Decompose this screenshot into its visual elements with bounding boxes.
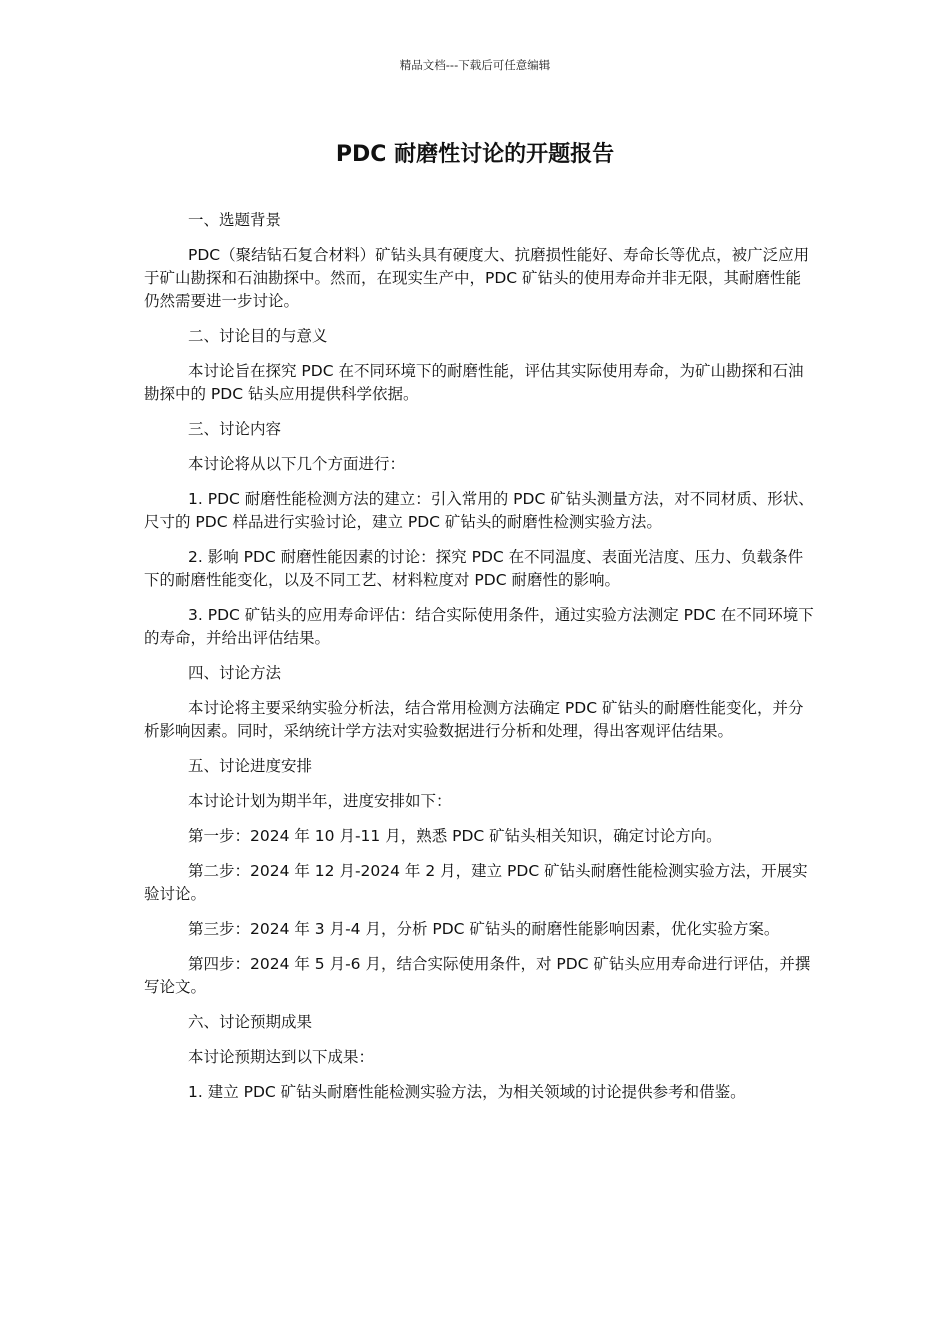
schedule-step-1: 第一步：2024 年 10 月-11 月，熟悉 PDC 矿钻头相关知识，确定讨论方向。	[188, 827, 722, 845]
schedule-step-3: 第三步：2024 年 3 月-4 月，分析 PDC 矿钻头的耐磨性能影响因素，优化实验方案。	[188, 920, 780, 938]
schedule-step-2: 第二步：2024 年 12 月-2024 年 2 月，建立 PDC 矿钻头耐磨性能检测实验方法，开展实验讨论。	[144, 862, 808, 903]
document-title: PDC 耐磨性讨论的开题报告	[335, 142, 615, 167]
document-body	[144, 209, 816, 1116]
paragraph-method: 本讨论将主要采纳实验分析法，结合常用检测方法确定 PDC 矿钻头的耐磨性能变化，并分析影响因素。同时，采纳统计学方法对实验数据进行分析和处理，得出客观评估结果。	[144, 699, 804, 740]
paragraph-purpose: 本讨论旨在探究 PDC 在不同环境下的耐磨性能，评估其实际使用寿命，为矿山勘探和石油勘探中的 PDC 钻头应用提供科学依据。	[144, 362, 804, 403]
section-heading-background: 一、选题背景	[188, 211, 282, 229]
paragraph-background: PDC（聚结钻石复合材料）矿钻头具有硬度大、抗磨损性能好、寿命长等优点，被广泛应用于矿山勘探和石油勘探中。然而，在现实生产中，PDC 矿钻头的使用寿命并非无限，其耐磨性能仍然需要进一步讨论。	[144, 246, 810, 310]
paragraph-outcomes-intro: 本讨论预期达到以下成果：	[188, 1048, 375, 1066]
outcome-item-1: 1. 建立 PDC 矿钻头耐磨性能检测实验方法，为相关领域的讨论提供参考和借鉴。	[188, 1083, 746, 1101]
section-heading-purpose: 二、讨论目的与意义	[188, 327, 328, 345]
section-heading-schedule: 五、讨论进度安排	[188, 757, 313, 775]
paragraph-content-intro: 本讨论将从以下几个方面进行：	[188, 455, 406, 473]
content-item-3: 3. PDC 矿钻头的应用寿命评估：结合实际使用条件，通过实验方法测定 PDC 在不同环境下的寿命，并给出评估结果。	[144, 606, 814, 647]
content-item-1: 1. PDC 耐磨性能检测方法的建立：引入常用的 PDC 矿钻头测量方法，对不同材质、形状、尺寸的 PDC 样品进行实验讨论，建立 PDC 矿钻头的耐磨性检测实验方法。	[144, 490, 814, 531]
schedule-step-4: 第四步：2024 年 5 月-6 月，结合实际使用条件，对 PDC 矿钻头应用寿命进行评估，并撰写论文。	[144, 955, 811, 996]
content-item-2: 2. 影响 PDC 耐磨性能因素的讨论：探究 PDC 在不同温度、表面光洁度、压力、负载条件下的耐磨性能变化，以及不同工艺、材料粒度对 PDC 耐磨性的影响。	[144, 548, 804, 589]
paragraph-schedule-intro: 本讨论计划为期半年，进度安排如下：	[188, 792, 452, 810]
section-heading-content: 三、讨论内容	[188, 420, 282, 438]
section-heading-outcomes: 六、讨论预期成果	[188, 1013, 313, 1031]
page-header-note: 精品文档---下载后可任意编辑	[399, 58, 551, 72]
section-heading-method: 四、讨论方法	[188, 664, 282, 682]
